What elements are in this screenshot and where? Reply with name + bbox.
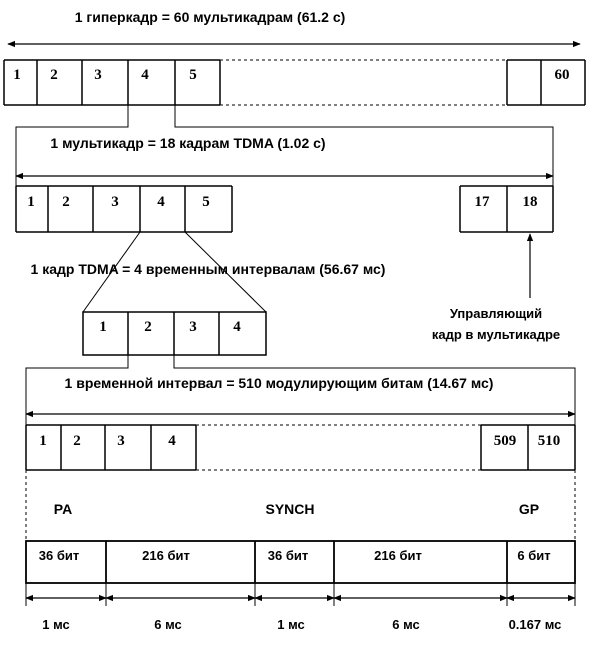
multiframe-cell: 3 (111, 194, 119, 210)
field-bits: 6 бит (517, 548, 551, 563)
time-slot-cell: 3 (117, 433, 125, 449)
field-bits: 36 бит (267, 548, 309, 563)
hyperframe-cell: 4 (141, 67, 149, 83)
hyperframe-bar (4, 60, 585, 105)
hyperframe-caption: 1 гиперкадр = 60 мультикадрам (61.2 с) (74, 9, 346, 25)
time-slot-caption: 1 временной интервал = 510 модулирующим битам (14.67 мс) (64, 375, 494, 391)
field-duration: 1 мс (42, 617, 70, 632)
tdma-frame-cell: 4 (233, 319, 241, 335)
hyperframe-cell: 3 (94, 67, 102, 83)
hyperframe-cell: 2 (50, 67, 58, 83)
field-bits: 216 бит (142, 548, 190, 563)
time-slot-cell: 4 (168, 433, 176, 449)
multiframe-cell: 2 (62, 194, 70, 210)
hyperframe-cell: 1 (13, 67, 21, 83)
tdma-frame-cell: 3 (189, 319, 197, 335)
time-slot-cell: 2 (73, 433, 81, 449)
multiframe-cell: 1 (27, 194, 35, 210)
hyperframe-cell: 60 (554, 67, 570, 83)
time-slot-bar (26, 425, 575, 470)
tdma-frame-cell: 1 (99, 319, 107, 335)
multiframe-cell: 17 (474, 194, 490, 210)
field-duration: 6 мс (392, 617, 420, 632)
multiframe-cell: 18 (522, 194, 538, 210)
control-frame-note-line2: кадр в мультикадре (431, 327, 561, 342)
field-bits: 36 бит (38, 548, 80, 563)
field-label-pa: PA (53, 501, 73, 517)
field-bits: 216 бит (374, 548, 422, 563)
multiframe-cell: 5 (202, 194, 210, 210)
multiframe-bar (16, 186, 553, 232)
field-duration: 6 мс (154, 617, 182, 632)
field-label-gp: GP (518, 501, 540, 517)
tdma-frame-cell: 2 (144, 319, 152, 335)
hyperframe-cell: 5 (189, 67, 197, 83)
multiframe-cell: 4 (157, 194, 165, 210)
time-slot-cell: 510 (537, 433, 561, 449)
field-duration: 1 мс (277, 617, 305, 632)
tdma-frame-caption: 1 кадр TDMA = 4 временным интервалам (56.67 мс) (30, 261, 386, 277)
field-duration: 0.167 мс (508, 617, 562, 632)
duration-ticks (26, 583, 575, 606)
field-label-synch: SYNCH (265, 501, 315, 517)
time-slot-cell: 509 (493, 433, 517, 449)
multiframe-caption: 1 мультикадр = 18 кадрам TDMA (1.02 с) (50, 135, 326, 151)
control-frame-note-line1: Управляющий (449, 306, 543, 321)
time-slot-cell: 1 (39, 433, 47, 449)
